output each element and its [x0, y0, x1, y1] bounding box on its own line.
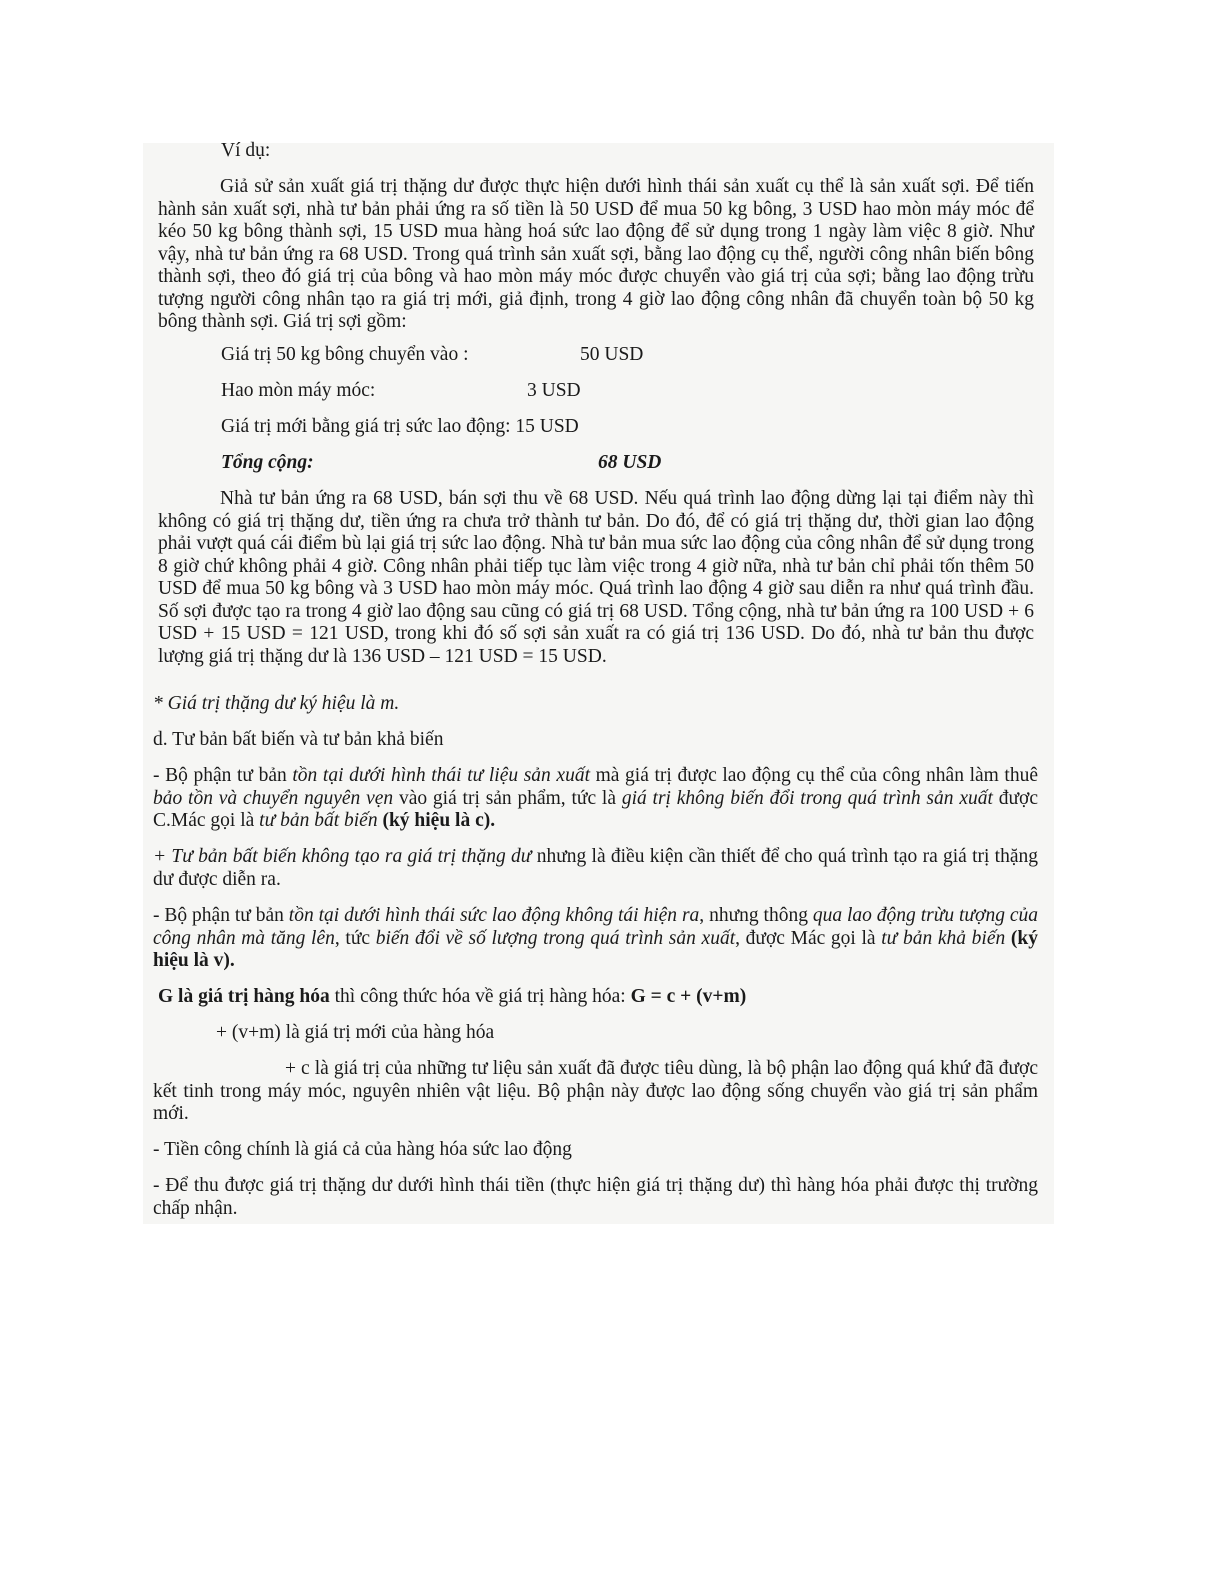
constant-t5: vào giá trị sản phẩm, tức là	[393, 787, 622, 809]
constant-t8: tư bản bất biến	[259, 810, 378, 831]
constant-t3: mà giá trị được lao động cụ thể của công nhân làm thuê	[590, 765, 1039, 786]
realization-note: - Để thu được giá trị thặng dư dưới hình thái tiền (thực hiện giá trị thặng dư) thì hàng hóa phải được thị trường chấp nhận.	[153, 1175, 1038, 1219]
breakdown-value-1: 50 USD	[580, 344, 644, 365]
constant-t7: được C.Mác gọi là	[153, 787, 1038, 831]
variable-t7: , được Mác gọi là	[735, 927, 882, 949]
breakdown-value-3: 15 USD	[515, 416, 579, 437]
wage-note: - Tiền công chính là giá cả của hàng hóa sức lao động	[153, 1139, 572, 1160]
constant-t6: giá trị không biến đổi trong quá trình sản xuất	[621, 787, 993, 809]
constant-t1: - Bộ phận tư bản	[153, 765, 293, 786]
variable-t5: , tức	[334, 927, 376, 949]
constant-note-t1: + Tư bản bất biến không tạo ra giá trị thặng dư	[153, 846, 532, 867]
new-value-note: + (v+m) là giá trị mới của hàng hóa	[216, 1022, 495, 1043]
breakdown-label-1: Giá trị 50 kg bông chuyển vào :	[221, 344, 469, 365]
section-d-heading: d. Tư bản bất biến và tư bản khả biến	[153, 729, 444, 750]
c-value-note: + c là giá trị của những tư liệu sản xuất đã được tiêu dùng, là bộ phận lao động quá khứ đã được kết tinh trong máy móc, nguyên nhiên vật liệu. Bộ phận này được lao động sống chuyển vào giá trị sản phẩm mới.	[153, 1058, 1038, 1124]
example-heading: Ví dụ:	[221, 140, 271, 161]
formula-t1: G là giá trị hàng hóa	[158, 986, 330, 1007]
variable-t2: tồn tại dưới hình thái sức lao động không tái hiện ra	[288, 905, 700, 926]
variable-capital-paragraph	[153, 905, 1038, 973]
constant-note-t2: nhưng là điều kiện cần thiết để cho quá trình tạo ra giá trị thặng dư được diễn ra.	[153, 846, 1039, 890]
constant-t2: tồn tại dưới hình thái tư liệu sản xuất	[292, 765, 590, 786]
total-label: Tổng cộng:	[221, 452, 314, 473]
breakdown-label-3-text: Giá trị mới bằng giá trị sức lao động:	[221, 416, 511, 437]
surplus-symbol-note: * Giá trị thặng dư ký hiệu là m.	[153, 693, 400, 714]
variable-t6: biến đổi về số lượng trong quá trình sản xuất	[375, 927, 736, 949]
breakdown-label-3	[221, 416, 579, 439]
example-paragraph-2: Nhà tư bản ứng ra 68 USD, bán sợi thu về 68 USD. Nếu quá trình lao động dừng lại tại điểm này thì không có giá trị thặng dư, tiền ứng ra chưa trở thành tư bản. Do đó, để có giá trị thặng dư, thời gian lao động phải vượt quá cái điểm bù lại giá trị sức lao động. Nhà tư bản mua sức lao động của công nhân để sử dụng trong 8 giờ chứ không phải 4 giờ. Công nhân phải tiếp tục làm việc trong 4 giờ nữa, nhà tư bản chỉ phải tốn thêm 50 USD để mua 50 kg bông và 3 USD hao mòn máy móc. Quá trình lao động 4 giờ sau diễn ra như quá trình đầu. Số sợi được tạo ra trong 4 giờ lao động sau cũng có giá trị 68 USD. Tổng cộng, nhà tư bản ứng ra 100 USD + 6 USD + 15 USD = 121 USD, trong khi đó số sợi sản xuất ra có giá trị 136 USD. Do đó, nhà tư bản thu được lượng giá trị thặng dư là 136 USD – 121 USD = 15 USD.	[158, 488, 1034, 667]
example-paragraph-1: Giả sử sản xuất giá trị thặng dư được thực hiện dưới hình thái sản xuất cụ thể là sản xuất sợi. Để tiến hành sản xuất sợi, nhà tư bản phải ứng ra số tiền là 50 USD để mua 50 kg bông, 3 USD hao mòn máy móc để kéo 50 kg bông thành sợi, 15 USD mua hàng hoá sức lao động để sử dụng trong 1 ngày làm việc 8 giờ. Như vậy, nhà tư bản ứng ra 68 USD. Trong quá trình sản xuất sợi, bằng lao động cụ thể, người công nhân biến bông thành sợi, theo đó giá trị của bông và hao mòn máy móc được chuyển vào giá trị của sợi; bằng lao động trừu tượng người công nhân tạo ra giá trị mới, giả định, trong 4 giờ lao động công nhân đã chuyển toàn bộ 50 kg bông thành sợi. Giá trị sợi gồm:	[158, 176, 1034, 332]
constant-capital-note	[153, 846, 1038, 891]
value-formula	[158, 986, 746, 1009]
formula-t2: thì công thức hóa về giá trị hàng hóa:	[329, 986, 631, 1007]
variable-t3: , nhưng thông	[699, 905, 813, 926]
formula-t3: G = c + (v+m)	[630, 986, 747, 1007]
constant-capital-paragraph	[153, 765, 1038, 833]
constant-t9: (ký hiệu là c).	[377, 810, 496, 831]
breakdown-value-2: 3 USD	[527, 380, 581, 401]
variable-t9: (ký hiệu là v).	[153, 927, 1038, 971]
constant-t4: bảo tồn và chuyển nguyên vẹn	[153, 787, 394, 809]
variable-t4: qua lao động trừu tượng của công nhân mà tăng lên	[153, 905, 1038, 949]
variable-t8: tư bản khả biến	[881, 927, 1006, 949]
total-value: 68 USD	[598, 452, 662, 473]
variable-t1: - Bộ phận tư bản	[153, 905, 289, 926]
breakdown-label-2: Hao mòn máy móc:	[221, 380, 376, 401]
